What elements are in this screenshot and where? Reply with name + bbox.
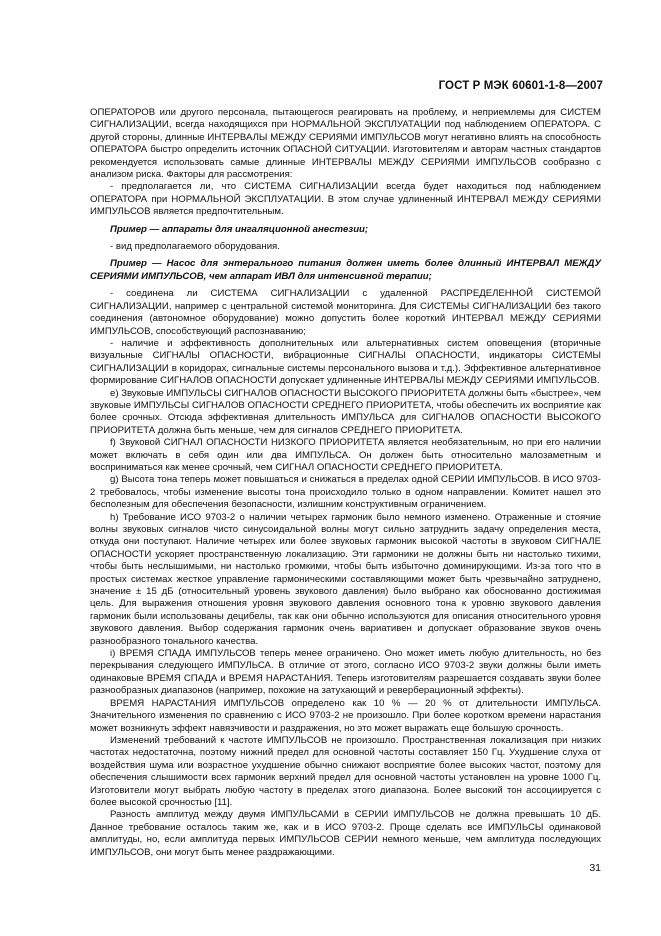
page-number: 31 (589, 862, 601, 874)
paragraph-item-f: f) Звуковой СИГНАЛ ОПАСНОСТИ НИЗКОГО ПРИОРИТЕТА является необязательным, но при его наличии может включать в себя один или два ИМПУЛЬСА. Он должен быть относительно малозаметным и восприниматься как менее срочный, чем СИГНАЛ ОПАСНОСТИ СРЕДНЕГО ПРИОРИТЕТА. (90, 437, 601, 473)
example-anesthesia: Пример — аппараты для ингаляционной анестезии; (110, 223, 369, 235)
paragraph-continuation: ОПЕРАТОРОВ или другого персонала, пытающегося реагировать на проблему, и неприемлемы для СИСТЕМ СИГНАЛИЗАЦИИ, всегда находящихся при НОРМАЛЬНОЙ ЭКСПЛУАТАЦИИ под наблюдением ОПЕРАТОРА. С другой стороны, длинные ИНТЕРВАЛЫ МЕЖДУ СЕРИЯМИ ИМПУЛЬСОВ могут негативно влиять на способность ОПЕРАТОРА быстро определить источник ОПАСНОЙ СИТУАЦИИ. Изготовителям и авторам частных стандартов рекомендуется использовать самые длинные ИНТЕРВАЛЫ МЕЖДУ СЕРИЯМИ ИМПУЛЬСОВ сообразно с анализом риска. Факторы для рассмотрения: (90, 107, 601, 181)
paragraph-item-e: e) Звуковые ИМПУЛЬСЫ СИГНАЛОВ ОПАСНОСТИ ВЫСОКОГО ПРИОРИТЕТА должны быть «быстрее», чем звуковые ИМПУЛЬСЫ СИГНАЛОВ ОПАСНОСТИ СРЕДНЕГО ПРИОРИТЕТА, чтобы обеспечить их восприятие как более срочных. Отсюда эффективная длительность ИМПУЛЬСА для СИГНАЛОВ ОПАСНОСТИ ВЫСОКОГО ПРИОРИТЕТА должна быть меньше, чем для сигналов СРЕДНЕГО ПРИОРИТЕТА. (90, 387, 601, 436)
paragraph-item-h: h) Требование ИСО 9703-2 о наличии четырех гармоник было немного изменено. Отраженные и стоячие волны звуковых сигналов чисто синусоидальной волны могут сильно затруднить задачу определения места, откуда они поступают. Наличие четырех или более звуковых гармоник высокой частоты в звуковом СИГНАЛЕ ОПАСНОСТИ ускоряет пространственную локализацию. Эти гармоники не должны быть ни настолько тихими, чтобы быть неслышимыми, ни настолько громкими, чтобы быть избыточно доминирующими. Из-за того что в простых системах жесткое управление гармоническими составляющими может быть чрезвычайно затруднено, значение ± 15 дБ (относительный уровень звукового давления) было выбрано как обоснованно достижимая цель. Для выражения отношения уровня звукового давления основного тона к уровню звукового давления гармоник были использованы децибелы, так как они обычно используются для описания относительного уровня звукового давления. Выбор содержания гармоник очень вариативен и допускает образование звуков очень разнообразного тонального качества. (90, 511, 601, 647)
paragraph-item-i: i) ВРЕМЯ СПАДА ИМПУЛЬСОВ теперь менее ограничено. Оно может иметь любую длительность, но без перекрывания следующего ИМПУЛЬСА. В отличие от этого, согласно ИСО 9703-2 звуки должны были иметь одинаковые ВРЕМЯ СПАДА и ВРЕМЯ НАРАСТАНИЯ. Теперь изготовителям разрешается создавать звуки более разнообразных диапазонов (например, похожие на затухающий и реверберационный эффекты). (90, 648, 601, 697)
example-enteral-pump: Пример — Насос для энтерального питания должен иметь более длинный ИНТЕРВАЛ МЕЖДУ СЕРИЯМИ ИМПУЛЬСОВ, чем аппарат ИВЛ для интенсивной терапии; (90, 258, 601, 282)
paragraph-rise-time: ВРЕМЯ НАРАСТАНИЯ ИМПУЛЬСОВ определено как 10 % — 20 % от длительности ИМПУЛЬСА. Значительного изменения по сравнению с ИСО 9703-2 не произошло. При более коротком времени нарастания может возникнуть эффект навязчивости и раздражения, но это может выражать еще большую срочность. (90, 697, 601, 734)
standard-header: ГОСТ Р МЭК 60601-1-8—2007 (438, 80, 603, 92)
paragraph-amplitude: Разность амплитуд между двумя ИМПУЛЬСАМИ в СЕРИИ ИМПУЛЬСОВ не должна превышать 10 дБ. Данное требование осталось таким же, как и в ИСО 9703-2. Проще сделать все ИМПУЛЬСЫ одинаковой амплитуды, но, если амплитуда первых ИМПУЛЬСОВ СЕРИИ немного меньше, чем амплитуда последующих ИМПУЛЬСОВ, они могут быть менее раздражающими. (90, 809, 601, 858)
paragraph-factor-equipment: - вид предполагаемого оборудования. (110, 241, 280, 253)
paragraph-item-g: g) Высота тона теперь может повышаться и снижаться в пределах одной СЕРИИ ИМПУЛЬСОВ. В ИСО 9703-2 требовалось, чтобы изменение высоты тона происходило только в одном направлении. Комитет нашел это бесполезным для обеспечения безопасности, излишним конструктивным ограничением. (90, 474, 601, 511)
paragraph-factor-distributed: - соединена ли СИСТЕМА СИГНАЛИЗАЦИИ с удаленной РАСПРЕДЕЛЕННОЙ СИСТЕМОЙ СИГНАЛИЗАЦИИ, например с центральной системой мониторинга. Для СИСТЕМЫ СИГНАЛИЗАЦИИ без такого соединения (автономное оборудование) можно допустить более короткий ИНТЕРВАЛ МЕЖДУ СЕРИЯМИ ИМПУЛЬСОВ, способствующий распознаванию; (90, 288, 601, 337)
paragraph-factor-operator: - предполагается ли, что СИСТЕМА СИГНАЛИЗАЦИИ всегда будет находиться под наблюдением ОПЕРАТОРА при НОРМАЛЬНОЙ ЭКСПЛУАТАЦИИ. В этом случае удлиненный ИНТЕРВАЛ МЕЖДУ СЕРИЯМИ ИМПУЛЬСОВ является предпочтительным. (90, 181, 601, 218)
paragraph-frequency: Изменений требований к частоте ИМПУЛЬСОВ не произошло. Пространственная локализация при низких частотах недостаточна, поэтому нижний предел для основной частоты составляет 150 Гц. Ухудшение слуха от воздействия шума или возрастное ухудшение обычно снижают восприятие более высоких частот, поэтому для обеспечения слышимости всех гармоник верхний предел для основной частоты установлен на уровне 1000 Гц. Изготовители могут выбрать любую частоту в пределах этого диапазона. Более высокий тон ассоциируется с более высокой срочностью [11]. (90, 734, 601, 808)
paragraph-factor-alternative: - наличие и эффективность дополнительных или альтернативных систем оповещения (вторичные визуальные СИГНАЛЫ ОПАСНОСТИ, вибрационные СИГНАЛЫ ОПАСНОСТИ, индикаторы СИСТЕМЫ СИГНАЛИЗАЦИИ в коридорах, сигнальные системы персонального вызова и т.д.). Эффективное альтернативное формирование СИГНАЛОВ ОПАСНОСТИ допускает удлиненные ИНТЕРВАЛЫ МЕЖДУ СЕРИЯМИ ИМПУЛЬСОВ. (90, 337, 601, 387)
body-text (90, 107, 601, 859)
